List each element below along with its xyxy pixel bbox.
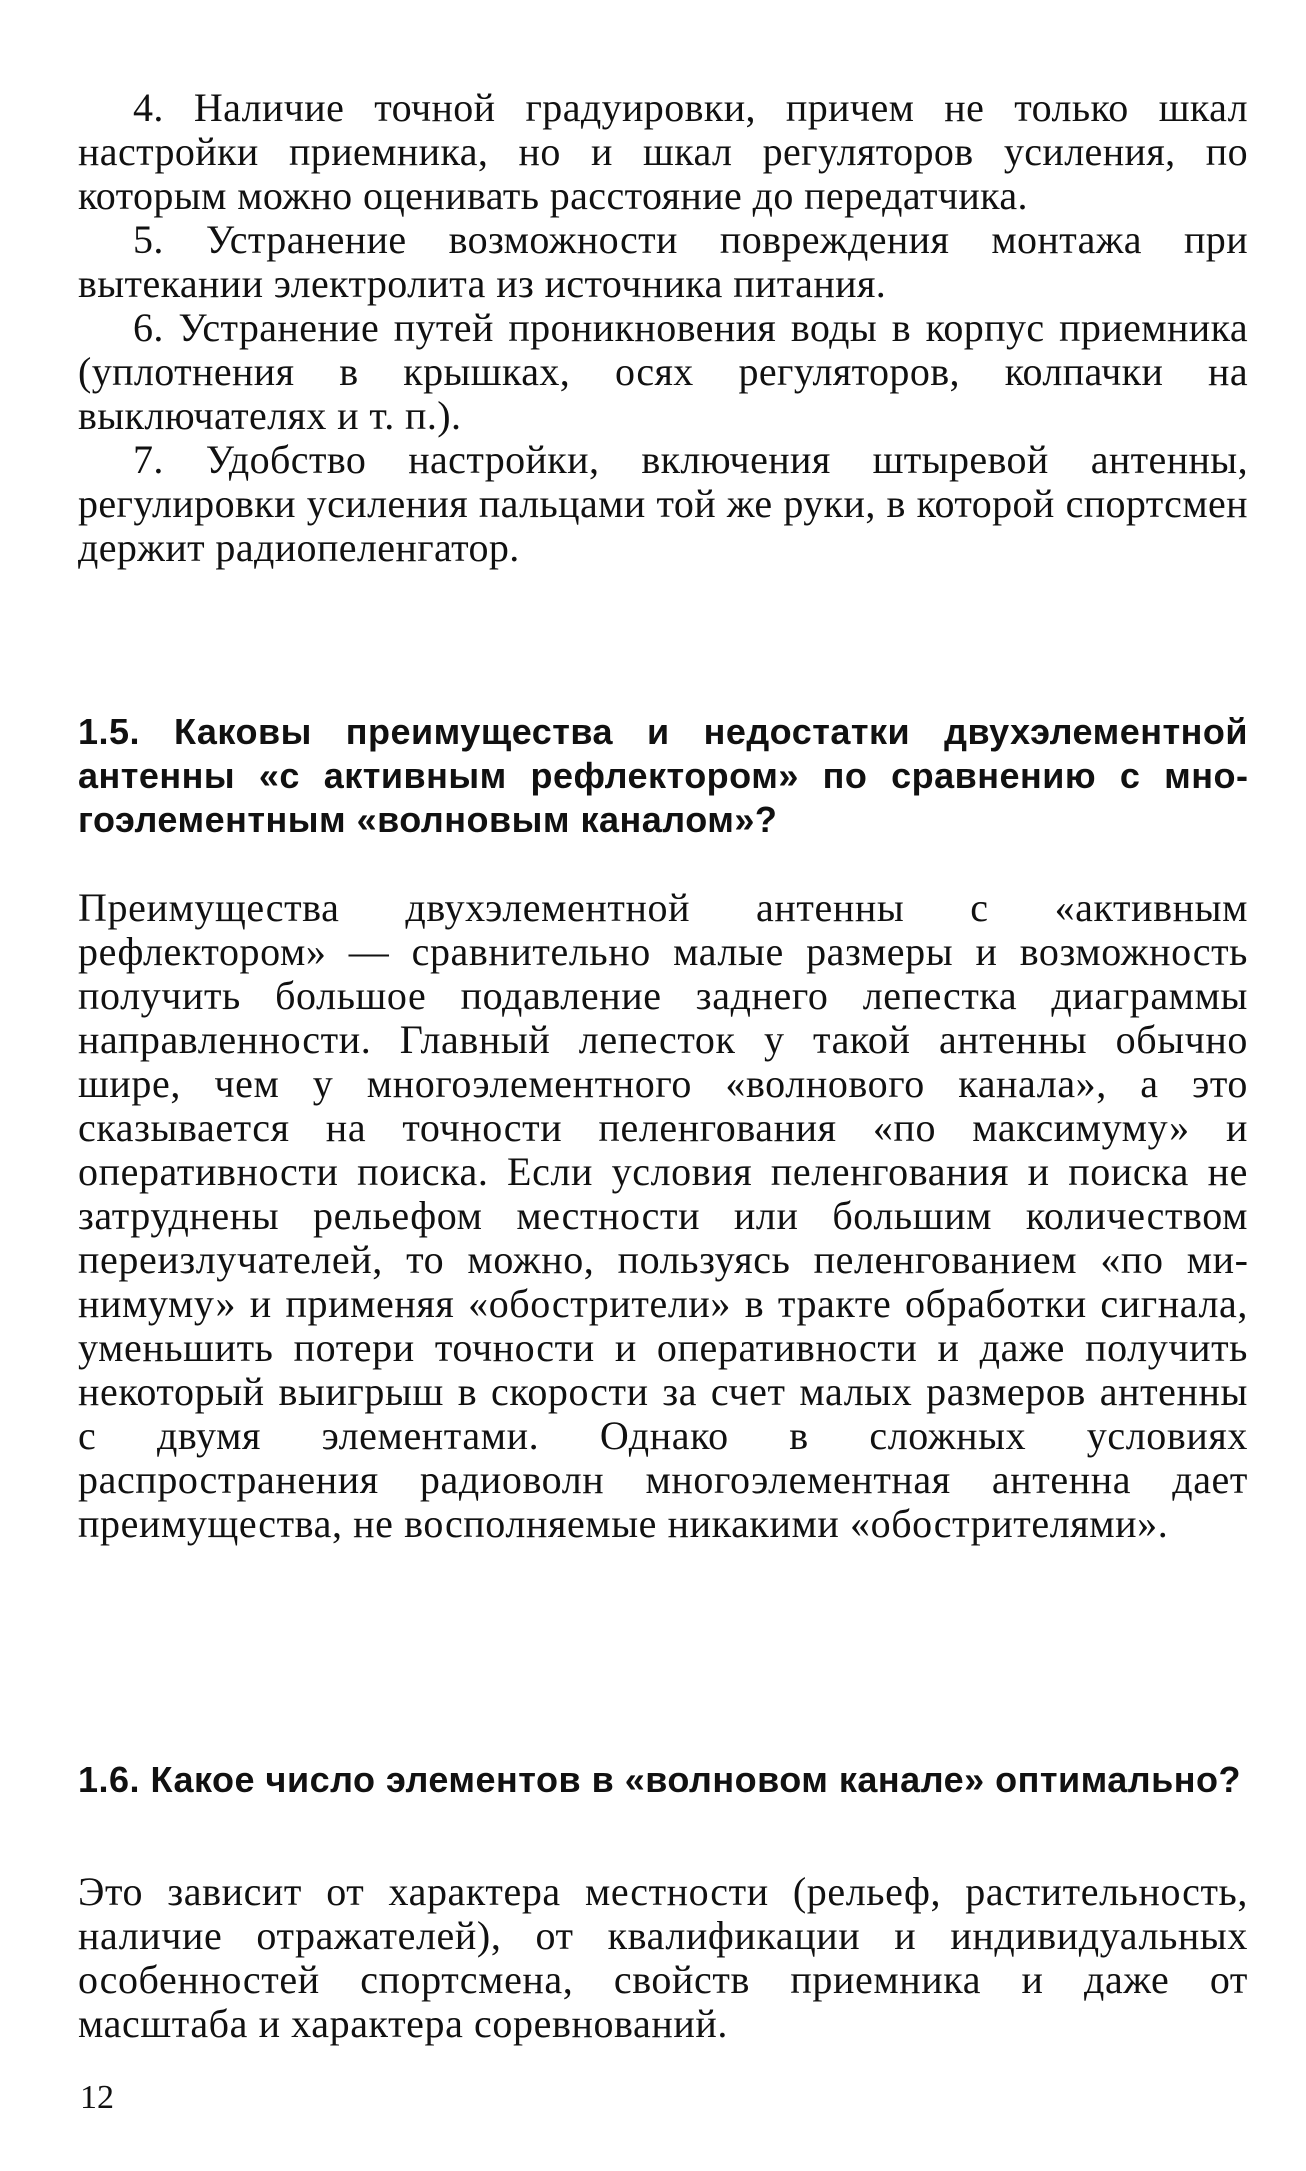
list-item xyxy=(78,306,1248,438)
section-1-5 xyxy=(78,710,1248,842)
list-item xyxy=(78,86,1248,218)
list-item-text: Наличие точной градуировки, причем не только шкал настройки приемника, но и шкал регуляторов усиления, по которым можно оценивать расстояние до передатчика. xyxy=(78,85,1248,218)
list-item xyxy=(78,438,1248,570)
section-1-6-body xyxy=(78,1870,1248,2046)
list-item-number: 7. xyxy=(133,437,164,482)
requirements-list xyxy=(78,86,1248,570)
section-body: Преимущества двухэлементной антенны с «активным рефлектором» — сравнительно малые размеры и возможность получить большое подавление заднего лепестка диаграммы направленности. Главный лепесток у такой антенны обычно шире, чем у многоэлементного «волнового канала», а это сказывается на точности пеленгования «по максимуму» и оперативности поиска. Если условия пеленгования и поиска не затруднены рельефом местности или большим количеством переизлучателей, то можно, пользуясь пеленгованием «по минимуму» и применяя «обострители» в тракте обработки сигнала, уменьшить потери точности и оперативности и даже получить некоторый выигрыш в скорости за счет малых размеров антенны с двумя элементами. Однако в сложных условиях распространения радиоволн многоэлементная антенна дает преимущества, не восполняемые никакими «обострителями». xyxy=(78,885,1248,1546)
section-body: Это зависит от характера местности (рельеф, растительность, наличие отражателей), от квалификации и индивидуальных особенностей спортсмена, свойств приемника и даже от масштаба и характера соревнований. xyxy=(78,1869,1248,2046)
list-item-number: 6. xyxy=(133,305,164,350)
list-item-text: Устранение путей проникновения воды в корпус приемника (уплотнения в крышках, осях регуляторов, колпачки на выключателях и т. п.). xyxy=(78,305,1248,438)
section-heading: 1.6. Какое число элементов в «волновом канале» оптимально? xyxy=(78,1759,1242,1800)
list-item-text: Устранение возможности повреждения монтажа при вытекании электролита из источника питания. xyxy=(78,217,1249,306)
section-1-5-body xyxy=(78,886,1248,1546)
list-item-number: 4. xyxy=(133,85,164,130)
list-item xyxy=(78,218,1248,306)
page-number: 12 xyxy=(80,2079,114,2116)
list-item-number: 5. xyxy=(133,217,164,262)
list-item-text: Удобство настройки, включения штыревой антенны, регулировки усиления пальцами той же руки, в которой спортсмен держит радиопеленгатор. xyxy=(78,437,1248,570)
section-heading: 1.5. Каковы преимущества и недостатки двухэлементной антенны «с активным рефлектором» по сравнению с многоэлементным «волновым каналом»? xyxy=(78,711,1248,840)
section-1-6 xyxy=(78,1758,1248,1802)
